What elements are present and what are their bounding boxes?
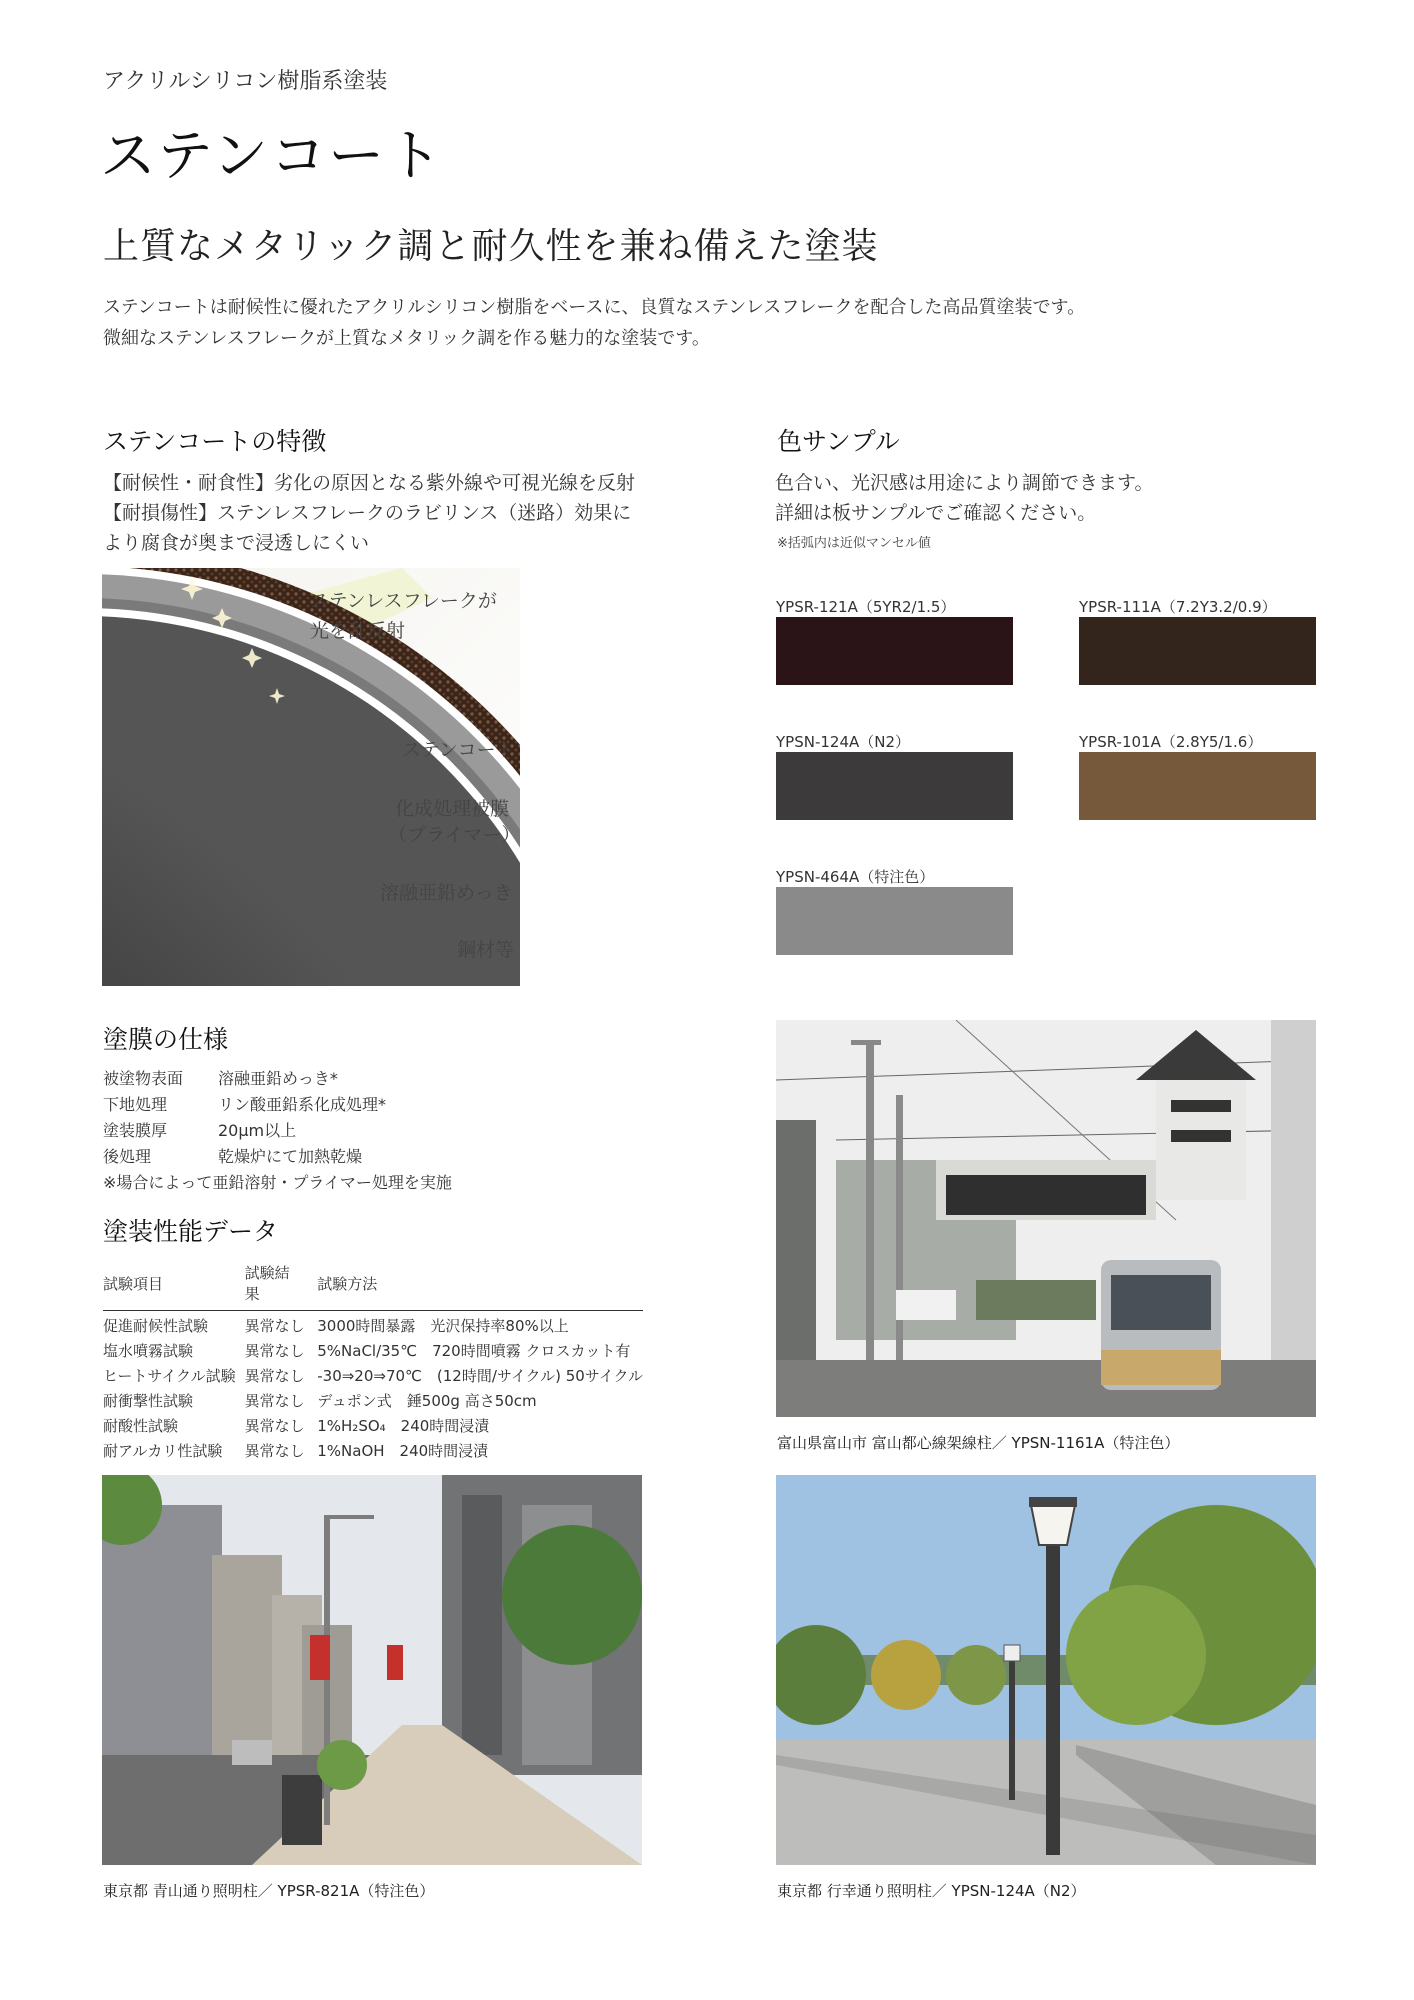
test-result: 異常なし: [244, 1342, 305, 1360]
callout-line: 光を乱反射: [310, 620, 406, 642]
color-swatch: [776, 617, 1013, 685]
samples-heading: 色サンプル: [777, 427, 900, 456]
category-label: アクリルシリコン樹脂系塗装: [103, 69, 388, 94]
color-swatch: [1079, 752, 1316, 820]
spec-key: 塗装膜厚: [103, 1121, 168, 1140]
test-item: 耐アルカリ性試験: [103, 1442, 223, 1460]
table-row: [103, 1436, 643, 1461]
test-method: 1%NaOH 240時間浸漬: [317, 1442, 489, 1460]
performance-heading: 塗装性能データ: [103, 1217, 279, 1246]
color-swatch: [1079, 617, 1316, 685]
table-row: [103, 1118, 452, 1144]
test-result: 異常なし: [244, 1417, 305, 1435]
spec-value: 溶融亜鉛めっき*: [218, 1069, 338, 1088]
swatch-label: YPSR-121A（5YR2/1.5）: [776, 598, 956, 616]
performance-table: [103, 1262, 643, 1461]
swatch-label: YPSN-124A（N2）: [776, 733, 911, 751]
samples-line: 詳細は板サンプルでご確認ください。: [775, 502, 1097, 524]
photo-gyoko-street: [776, 1475, 1316, 1865]
test-method: 5%NaCl/35℃ 720時間噴霧 クロスカット有: [317, 1342, 631, 1360]
test-item: ヒートサイクル試験: [103, 1367, 236, 1385]
color-swatch: [776, 752, 1013, 820]
test-result: 異常なし: [244, 1317, 305, 1335]
test-method: -30⇒20⇒70℃ (12時間/サイクル) 50サイクル: [317, 1367, 643, 1385]
table-row: [103, 1411, 643, 1436]
spec-value: リン酸亜鉛系化成処理*: [218, 1095, 387, 1114]
feature-line: より腐食が奥まで浸透しにくい: [103, 532, 370, 554]
intro-line: ステンコートは耐候性に優れたアクリルシリコン樹脂をベースに、良質なステンレスフレークを配合した高品質塗装です。: [103, 297, 1086, 318]
layer-label-primer: （プライマー）: [388, 824, 520, 846]
callout-line: ステンレスフレークが: [310, 590, 497, 612]
table-row: [103, 1170, 452, 1196]
photo-toyama-svg: [776, 1020, 1316, 1417]
layer-label-galvanize: 溶融亜鉛めっき: [380, 882, 513, 904]
diagram-callout: [310, 586, 497, 646]
spec-value: 乾燥炉にて加熱乾燥: [218, 1147, 363, 1166]
table-row: [103, 1336, 643, 1361]
spec-key: 被塗物表面: [103, 1069, 184, 1088]
spec-key: 後処理: [103, 1147, 152, 1166]
headline: 上質なメタリック調と耐久性を兼ね備えた塗装: [103, 226, 879, 267]
test-method: デュポン式 錘500g 高さ50cm: [317, 1392, 537, 1410]
table-header-row: [103, 1262, 643, 1311]
features-text: [103, 468, 663, 558]
spec-table: [103, 1066, 452, 1196]
spec-heading: 塗膜の仕様: [103, 1025, 229, 1054]
page-title: ステンコート: [100, 124, 445, 189]
swatch-label: YPSR-111A（7.2Y3.2/0.9）: [1079, 598, 1277, 616]
layer-label-stencoat: ステンコート: [402, 739, 515, 761]
table-row: [103, 1144, 452, 1170]
table-row: [103, 1361, 643, 1386]
photo-caption-toyama: 富山県富山市 富山都心線架線柱／ YPSN-1161A（特注色）: [777, 1434, 1180, 1452]
photo-aoyama-street: [102, 1475, 642, 1865]
column-header: 試験結果: [245, 1262, 318, 1311]
table-row: [103, 1092, 452, 1118]
test-method: 3000時間暴露 光沢保持率80%以上: [317, 1317, 569, 1335]
photo-gyoko-svg: [776, 1475, 1316, 1865]
column-header: 試験項目: [103, 1262, 245, 1311]
table-row: [103, 1386, 643, 1411]
test-item: 耐酸性試験: [103, 1417, 179, 1435]
test-result: 異常なし: [244, 1367, 305, 1385]
intro-text: [103, 292, 1085, 354]
photo-aoyama-svg: [102, 1475, 642, 1865]
spec-value: 20μm以上: [218, 1121, 297, 1140]
features-heading: ステンコートの特徴: [103, 427, 327, 456]
layer-label-steel: 鋼材等: [457, 939, 515, 961]
layer-label-conversion: 化成処理被膜: [395, 798, 510, 820]
samples-line: 色合い、光沢感は用途により調節できます。: [775, 472, 1154, 494]
samples-text: [775, 468, 1153, 528]
samples-note: ※括弧内は近似マンセル値: [777, 536, 931, 551]
swatch-label: YPSN-464A（特注色）: [776, 868, 935, 886]
swatch-label: YPSR-101A（2.8Y5/1.6）: [1079, 733, 1263, 751]
test-item: 促進耐候性試験: [103, 1317, 209, 1335]
feature-line: 【耐候性・耐食性】劣化の原因となる紫外線や可視光線を反射: [103, 472, 636, 494]
color-swatch: [776, 887, 1013, 955]
layer-diagram: [102, 568, 520, 986]
photo-caption-aoyama: 東京都 青山通り照明柱／ YPSR-821A（特注色）: [103, 1882, 435, 1900]
test-item: 塩水噴霧試験: [103, 1342, 194, 1360]
photo-caption-gyoko: 東京都 行幸通り照明柱／ YPSN-124A（N2）: [777, 1882, 1086, 1900]
test-method: 1%H₂SO₄ 240時間浸漬: [317, 1417, 490, 1435]
table-row: [103, 1066, 452, 1092]
test-result: 異常なし: [244, 1392, 305, 1410]
feature-line: 【耐損傷性】ステンレスフレークのラビリンス（迷路）効果に: [103, 502, 632, 524]
spec-note: ※場合によって亜鉛溶射・プライマー処理を実施: [103, 1173, 452, 1192]
column-header: 試験方法: [317, 1262, 643, 1311]
intro-line: 微細なステンレスフレークが上質なメタリック調を作る魅力的な塗装です。: [103, 328, 710, 349]
test-item: 耐衝撃性試験: [103, 1392, 194, 1410]
spec-key: 下地処理: [103, 1095, 168, 1114]
photo-toyama-tram: [776, 1020, 1316, 1417]
table-row: [103, 1311, 643, 1337]
test-result: 異常なし: [244, 1442, 305, 1460]
